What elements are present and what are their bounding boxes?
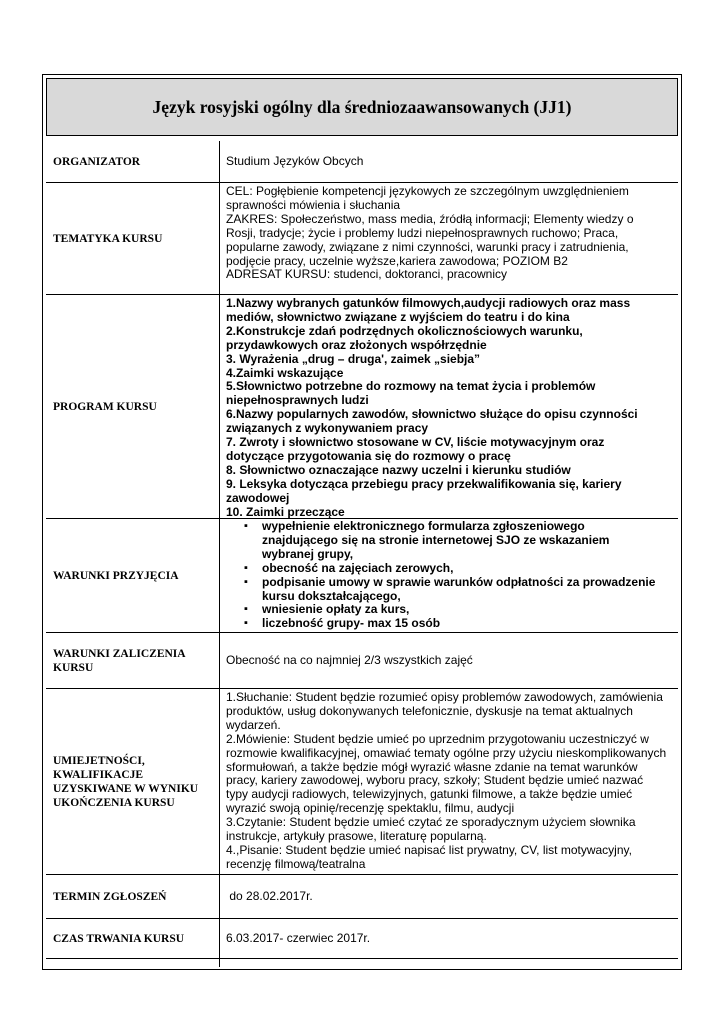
row-termin [46,875,678,919]
list-item: ▪ liczebność grupy- max 15 osób [220,617,672,631]
tematyka-line: CEL: Pogłębienie kompetencji językowych ze szczególnym uwzględnieniem [226,184,629,198]
tematyka-line: podjęcie pracy, uczelnie wyższe,kariera zawodowa; POZIOM B2 [226,253,568,268]
skills-line: 1.Słuchanie: Student będzie rozumieć opisy problemów zawodowych, zamówienia [226,690,663,704]
program-line: przydawkowych oraz złożonych współrzędnie [226,337,487,352]
program-line: 1.Nazwy wybranych gatunków filmowych,audycji radiowych oraz mass [226,296,631,310]
label-line: UMIEJETNOŚCI, [53,754,145,767]
program-line: niepełnosprawnych ludzi [226,393,369,408]
label-line: UZYSKIWANE W WYNIKU [53,782,199,795]
label-line: KWALIFIKACJE [53,768,144,781]
label-czas: CZAS TRWANIA KURSU [46,919,220,958]
program-line: 2.Konstrukcje zdań podrzędnych okolicznościowych warunku, [226,323,583,338]
skills-line: wydarzeń. [226,717,281,732]
label-warunki-zaliczenia [46,633,220,688]
tematyka-line: ADRESAT KURSU: studenci, doktoranci, pracownicy [226,267,507,282]
value-warunki-zaliczenia: Obecność na co najmniej 2/3 wszystkich zajęć [226,652,473,667]
label-tematyka: TEMATYKA KURSU [46,183,220,294]
skills-line: rozmowie kwalifikacyjnej, omawiać tematy ogólne przy użyciu nieskomplikowanych [226,745,667,760]
tematyka-line: ZAKRES: Społeczeństwo, mass media, źródłą informacji; Elementy wiedzy o [226,211,634,226]
skills-line: typy audycji radiowych, telewizyjnych, gatunki filmowe, a także będzie umieć [226,787,633,802]
row-tematyka [46,183,678,295]
label-line: UKOŃCZENIA KURSU [53,796,175,809]
row-umiejetnosci [46,689,678,875]
label-line: KURSU [53,661,94,674]
row-organizator [46,141,678,183]
program-line: związanych z wykonywaniem pracy [226,421,429,436]
admission-conditions-list [220,520,672,631]
program-line: 5.Słownictwo potrzebne do rozmowy na temat życia i problemów [226,379,596,394]
program-line: 7. Zwroty i słownictwo stosowane w CV, liście motywacyjnym oraz [226,435,605,450]
label-empty [46,959,220,967]
label-line: WARUNKI ZALICZENIA [53,647,186,660]
row-empty [46,959,678,967]
program-line: 4.Zaimki wskazujące [226,365,344,380]
program-line: 9. Leksyka dotycząca przebiegu pracy przekwalifikowania się, kariery [226,476,622,491]
skills-line: 4.,Pisanie: Student będzie umieć napisać list prywatny, CV, list motywacyjny, [226,842,632,857]
program-line: 10. Zaimki przeczące [226,504,345,519]
title-bar [46,78,678,136]
skills-line: recenzję filmową/teatralna [226,856,366,871]
row-czas [46,919,678,959]
row-warunki-przyjecia [46,519,678,633]
label-umiejetnosci [46,689,220,874]
list-item: ▪ wypełnienie elektronicznego formularza zgłoszeniowego znajdującego się na stronie internetowej SJO ze wskazaniem wybranej grupy, [220,520,672,562]
row-warunki-zaliczenia [46,633,678,689]
skills-line: pracy, kariery zawodowej, wyboru pracy, szkoły; Student będzie umieć nazwać [226,773,644,788]
tematyka-line: Rosji, tradycje; życie i problemy ludzi niepełnosprawnych ruchowo; Praca, [226,225,619,240]
label-termin: TERMIN ZGŁOSZEŃ [46,875,220,918]
program-line: 6.Nazwy popularnych zawodów, słownictwo służące do opisu czynności [226,407,638,422]
label-warunki-przyjecia: WARUNKI PRZYJĘCIA [46,519,220,632]
page-title: Język rosyjski ogólny dla średniozaawansowanych (JJ1) [152,96,572,117]
course-info-table [42,74,682,970]
value-czas: 6.03.2017- czerwiec 2017r. [226,930,371,945]
skills-line: 3.Czytanie: Student będzie umieć czytać ze sporadycznym użyciem słownika [226,815,636,830]
label-organizator: ORGANIZATOR [46,141,220,182]
list-item: ▪ obecność na zajęciach zerowych, [220,562,672,576]
program-line: mediów, słownictwo związane z wyjściem do teatru i do kina [226,309,570,324]
row-program [46,295,678,519]
skills-line: instrukcje, artykuły prasowe, literaturę popularną. [226,829,487,844]
value-organizator: Studium Języków Obcych [226,153,364,168]
program-line: dotyczące przygotowania się do rozmowy o pracę [226,448,511,463]
skills-line: wyrazić swoją opinię/recenzję spektaklu, filmu, audycji [226,801,515,816]
label-program: PROGRAM KURSU [46,295,220,518]
tematyka-line: popularne zawody, związane z nimi czynności, warunki pracy i zatrudnienia, [226,239,629,254]
value-program [226,295,672,518]
value-umiejetnosci [226,689,672,874]
list-item: ▪ wniesienie opłaty za kurs, [220,603,672,617]
value-warunki-przyjecia [220,519,672,632]
program-line: 8. Słownictwo oznaczające nazwy uczelni i kierunku studiów [226,462,571,477]
skills-line: 2.Mówienie: Student będzie umieć po uprzednim przygotowaniu uczestniczyć w [226,731,649,746]
skills-line: sformułowań, a także będzie mógł wyrazić własne zdanie na temat warunków [226,759,638,774]
tematyka-line: sprawności mówienia i słuchania [226,197,401,212]
list-item: ▪ podpisanie umowy w sprawie warunków odpłatności za prowadzenie kursu dokształcającego, [220,576,672,604]
value-termin: do 28.02.2017r. [226,888,313,903]
value-tematyka [226,183,672,294]
program-line: zawodowej [226,490,290,505]
program-line: 3. Wyrażenia „drug – druga', zaimek „siebja” [226,351,481,366]
skills-line: produktów, usług dokonywanych telefonicznie, dyskusje na temat aktualnych [226,703,633,718]
